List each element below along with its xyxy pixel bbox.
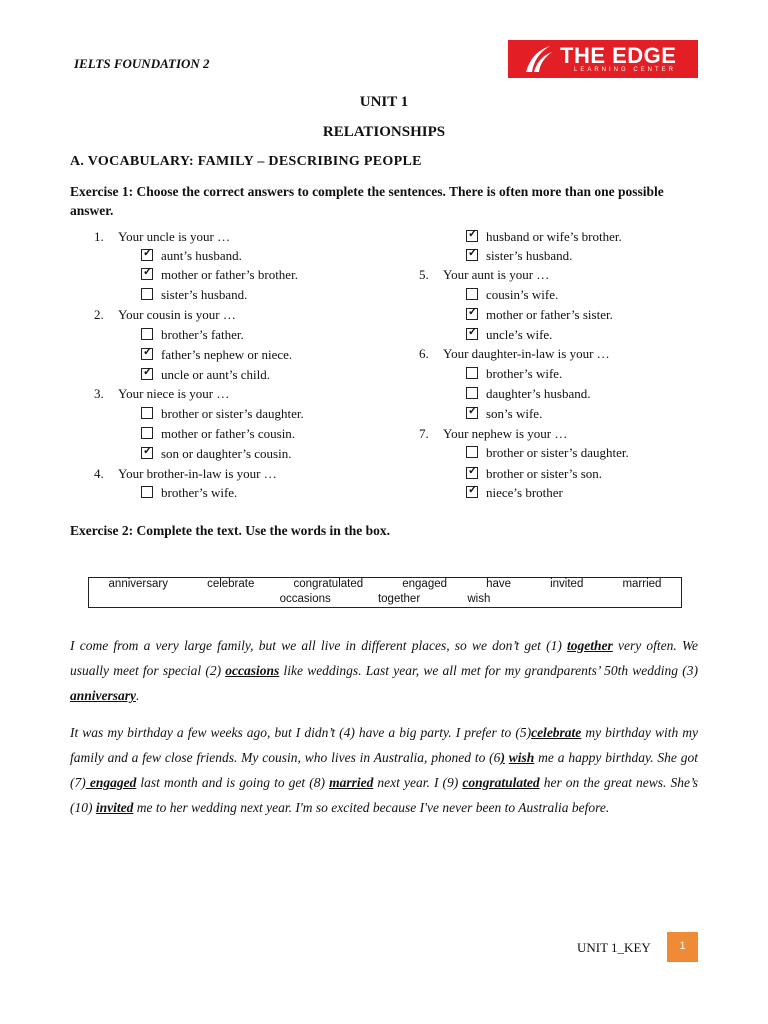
exercise-1-label: Exercise 1: xyxy=(70,184,134,199)
q4-option-3[interactable]: ✓sister’s husband. xyxy=(466,248,572,264)
empty-box-icon[interactable] xyxy=(141,407,153,419)
q2-option-3[interactable]: ✓uncle or aunt’s child. xyxy=(141,367,270,383)
word-bank-item: celebrate xyxy=(207,578,255,590)
q5-option-2[interactable]: ✓mother or father’s sister. xyxy=(466,307,613,323)
question-3: 3. Your niece is your … xyxy=(94,386,230,401)
checked-box-icon[interactable] xyxy=(466,486,478,498)
footer-divider xyxy=(667,961,698,962)
answer-5: celebrate xyxy=(531,725,582,740)
checked-box-icon[interactable] xyxy=(141,249,153,261)
empty-box-icon[interactable] xyxy=(141,328,153,340)
question-4: 4. Your brother-in-law is your … xyxy=(94,466,277,481)
word-bank-item: married xyxy=(622,578,662,590)
q2-option-2[interactable]: ✓father’s nephew or niece. xyxy=(141,347,292,363)
unit-title: UNIT 1 xyxy=(359,94,409,110)
word-bank-item: together xyxy=(377,593,421,605)
answer-9: congratulated xyxy=(462,775,540,790)
answer-7: engaged xyxy=(85,775,137,790)
empty-box-icon[interactable] xyxy=(141,486,153,498)
paragraph-2: It was my birthday a few weeks ago, but I didn’t (4) have a big party. I prefer to (5)celebrate my birthday with my family and a few close friends. My cousin, who lives in Australia, phoned to (6) wish me a happy birthday. She got (7) engaged last month and is going to get (8) married next year. I (9) congratulated her on the great news. She’s (10) invited me to her wedding next year. I'm so excited because I've never been to Australia before. xyxy=(70,725,699,815)
checked-box-icon[interactable] xyxy=(141,268,153,280)
empty-box-icon[interactable] xyxy=(141,427,153,439)
question-7: 7. Your nephew is your … xyxy=(419,426,568,441)
answer-6: wish xyxy=(508,750,535,765)
q7-option-2[interactable]: ✓brother or sister’s son. xyxy=(466,466,602,482)
checked-box-icon[interactable] xyxy=(466,308,478,320)
footer-label: UNIT 1_KEY xyxy=(577,940,651,955)
empty-box-icon[interactable] xyxy=(141,288,153,300)
logo-tagline: LEARNING CENTER xyxy=(574,67,677,73)
empty-box-icon[interactable] xyxy=(466,288,478,300)
checked-box-icon[interactable] xyxy=(141,447,153,459)
q4-option-2[interactable]: ✓husband or wife’s brother. xyxy=(466,229,622,245)
answer-1: together xyxy=(567,638,613,653)
q3-option-3[interactable]: ✓son or daughter’s cousin. xyxy=(141,446,291,462)
checked-box-icon[interactable] xyxy=(466,328,478,340)
brand-logo xyxy=(508,40,698,78)
answer-8: married xyxy=(329,775,374,790)
word-bank-item: invited xyxy=(550,578,584,590)
q6-option-3[interactable]: ✓son’s wife. xyxy=(466,406,542,422)
checked-box-icon[interactable] xyxy=(141,368,153,380)
exercise-2-label: Exercise 2 xyxy=(70,523,129,538)
paragraph-1: I come from a very large family, but we all live in different places, so we don’t get (1) together very often. We usually meet for special (2) occasions like weddings. Last year, we all met for my grandparents’ 50th wedding (3) anniversary. xyxy=(70,638,699,703)
checked-box-icon[interactable] xyxy=(141,348,153,360)
q6-option-1[interactable]: brother’s wife. xyxy=(466,366,562,382)
question-1: 1. Your uncle is your … xyxy=(94,229,231,244)
q5-option-3[interactable]: ✓uncle’s wife. xyxy=(466,327,552,343)
word-bank-item: engaged xyxy=(402,578,448,590)
q5-option-1[interactable]: cousin’s wife. xyxy=(466,287,558,303)
checked-box-icon[interactable] xyxy=(466,230,478,242)
q4-option-1[interactable]: brother’s wife. xyxy=(141,485,237,501)
q7-option-1[interactable]: brother or sister’s daughter. xyxy=(466,445,629,461)
checked-box-icon[interactable] xyxy=(466,467,478,479)
q1-option-3[interactable]: sister’s husband. xyxy=(141,287,247,303)
page-title: RELATIONSHIPS xyxy=(322,124,446,140)
section-heading: A. VOCABULARY: FAMILY – DESCRIBING PEOPLE xyxy=(70,154,422,169)
q2-option-1[interactable]: brother’s father. xyxy=(141,327,244,343)
empty-box-icon[interactable] xyxy=(466,446,478,458)
answer-10: invited xyxy=(95,800,134,815)
empty-box-icon[interactable] xyxy=(466,367,478,379)
checked-box-icon[interactable] xyxy=(466,249,478,261)
course-title: IELTS FOUNDATION 2 xyxy=(74,56,210,71)
exercise-1-instruction: Exercise 1: Choose the correct answers to complete the sentences. There is often more than one possible answer. xyxy=(70,184,664,218)
q6-option-2[interactable]: daughter’s husband. xyxy=(466,386,590,402)
answer-3: anniversary xyxy=(70,688,137,703)
checked-box-icon[interactable] xyxy=(466,407,478,419)
word-bank-item: wish xyxy=(467,593,491,605)
answer-2: occasions xyxy=(225,663,280,678)
word-bank-item: anniversary xyxy=(108,578,168,590)
word-bank-item: occasions xyxy=(279,593,331,605)
word-bank-item: congratulated xyxy=(293,578,364,590)
q3-option-1[interactable]: brother or sister’s daughter. xyxy=(141,406,304,422)
page-number: 1 xyxy=(667,932,698,961)
sail-logo-icon xyxy=(522,44,554,74)
logo-brand: THE EDGE xyxy=(560,43,677,68)
q1-option-1[interactable]: ✓aunt’s husband. xyxy=(141,248,242,264)
q7-option-3[interactable]: ✓niece’s brother xyxy=(466,485,563,501)
q1-option-2[interactable]: ✓mother or father’s brother. xyxy=(141,267,298,283)
word-box xyxy=(88,577,682,608)
question-5: 5. Your aunt is your … xyxy=(419,267,550,282)
word-bank-item: have xyxy=(486,578,512,590)
q3-option-2[interactable]: mother or father’s cousin. xyxy=(141,426,295,442)
question-2: 2. Your cousin is your … xyxy=(94,307,236,322)
empty-box-icon[interactable] xyxy=(466,387,478,399)
exercise-2-instruction: Exercise 2: Complete the text. Use the words in the box. xyxy=(70,523,390,538)
question-6: 6. Your daughter-in-law is your … xyxy=(419,346,610,361)
